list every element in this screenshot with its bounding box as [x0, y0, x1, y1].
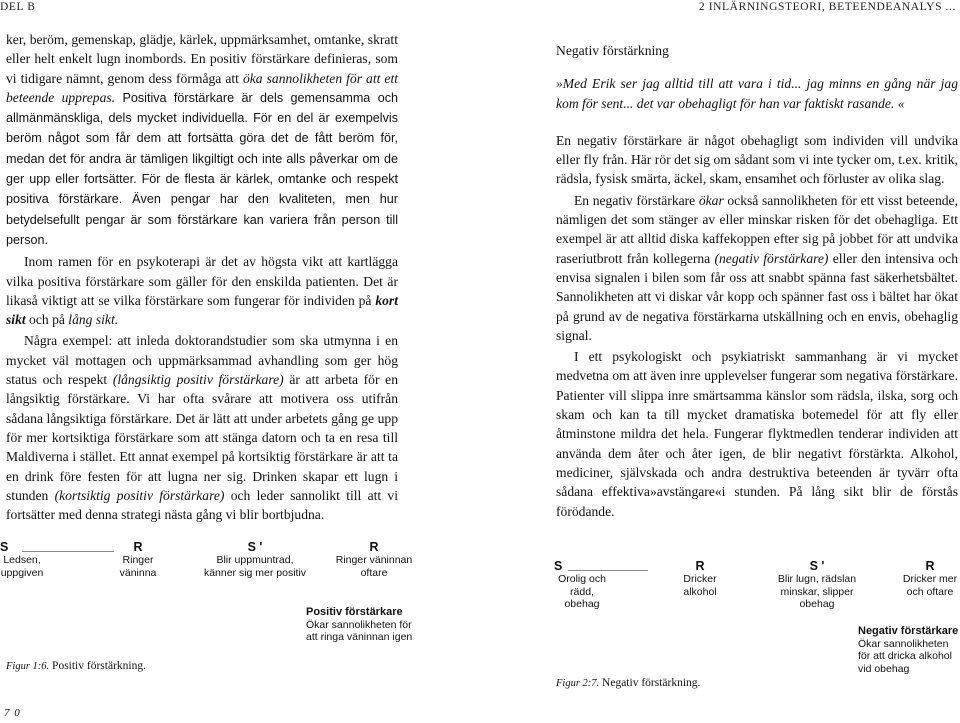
- node-label: Ringer väninnan oftare: [335, 554, 413, 579]
- running-header-right: 2 INLÄRNINGSTEORI, BETEENDEANALYS ...: [698, 1, 956, 13]
- node-response-repeat: [334, 540, 414, 579]
- section-heading: Negativ förstärkning: [556, 43, 669, 58]
- node-consequence: [200, 540, 310, 579]
- text-run: och på: [25, 312, 69, 328]
- right-column: [556, 41, 958, 523]
- text-run: och leder sannolikt till att vi fortsätter med denna strategi nästa gång vi blir bortbjudna.: [6, 487, 399, 523]
- emphasis-short-term: kort sikt: [6, 292, 398, 328]
- page-number: 7 0: [4, 707, 21, 719]
- node-letter: R: [369, 540, 379, 554]
- text-run: Inom ramen för en psykoterapi är det av högsta vikt att kartlägga vilka positiva förstärkare som gäller för den enskilda patienten. Det är likaså viktigt att se vilka förstärkare som fungerar för individen på: [6, 254, 398, 308]
- node-consequence: [762, 559, 872, 611]
- node-label: Dricker mer och oftare: [902, 573, 958, 598]
- consequence-box: [858, 625, 960, 675]
- caption-number: Figur 1:6.: [6, 661, 50, 672]
- node-letter: S ': [809, 559, 825, 573]
- text-run: också sannolikheten för ett visst beteende, nämligen det som stänger av eller minskar risken för det obehagliga. Ett exempel är att alltid diska kaffekoppen efter sig på jobbet för att undvika raseriutbrott från kollegerna: [556, 192, 958, 266]
- emphasis-text: (kortsiktig positiv förstärkare): [54, 487, 225, 503]
- node-letter: R: [695, 559, 705, 573]
- node-label: Blir lugn, rädslan minskar, slipper obehag: [777, 573, 857, 610]
- text-run: Några exempel: att inleda doktorandstudier som ska utmynna i en mycket väl mottagen och uppmärksammad avhandling som ger hög status och respekt: [6, 333, 398, 388]
- node-letter: R: [925, 559, 935, 573]
- emphasis-text: ökar: [698, 192, 724, 208]
- paragraph-negative-reinforcer: En negativ förstärkare är något obehagligt som individen vill undvika eller fly från. Här rör det sig om sådant som vi inte tycker om, t.ex. kritik, rädsla, fysisk smärta, äckel, skam, ensamhet och förluster av olika slag.: [556, 132, 958, 187]
- node-letter: S ': [247, 540, 263, 554]
- node-label: Orolig och rädd, obehag: [558, 573, 606, 610]
- consequence-title: Negativ förstärkare: [858, 625, 959, 637]
- node-label: Blir uppmuntrad, känner sig mer positiv: [203, 554, 307, 579]
- emphasis-text: öka sannolikheten för att ett beteende upprepas.: [6, 70, 398, 105]
- paragraph-inner-experiences: I ett psykologiskt och psykiatriskt sammanhang är vi mycket medvetna om att även inre upplevelser fungerar som negativa förstärkare. Patienter vill slippa inre smärtsamma känslor som rädsla, ilska, sorg och skam och kan ta till mycket dramatiska botemedel för att fly eller åtminstone mildra det hela. Fungerar flyktmedlen tenderar individen att använda dem åter och åter igen, de blir negativt förstärkta. Alkohol, mediciner, självskada och andra destruktiva beteenden är tyvärr ofta sådana effektiva»avstängare«i stunden. På lång sikt blir de förstås förödande.: [556, 349, 958, 519]
- figure-caption-right: [556, 677, 700, 689]
- quote: »Med Erik ser jag alltid till att vara i tid... jag minns en gång när jag kom för sent... det var obehagligt för han var faktiskt rasande. «: [556, 76, 958, 111]
- paragraph-positive-reinforcers: [6, 30, 398, 250]
- text-run: Positiva förstärkare är dels gemensamma och allmänmänskliga, dels mycket individuella. För en del är exempelvis beröm något som får dem att fortsätta göra det de fått beröm för, medan det för andra är tämligen likgiltigt och inte alls påverkar om de ger upp eller fortsätter. För de flesta är kärlek, omtanke och respekt positiva förstärkare. Även pengar har den kvaliteten, men hur betydelsefullt pengar är som förstärkare kan variera från person till person.: [6, 90, 398, 247]
- text-run: är att arbeta för en långsiktig förstärkare. Vi har ofta svårare att motivera oss utifrån sådana långsiktiga förstärkare. Det är lätt att under arbetets gång ge upp för mer kortsiktiga förstärkare som att stänga datorn och ta en resa till Maldiverna i stället. Ett annat exempel på kortsiktig förstärkare är att ta en drink före festen för att lugna ner sig. Drinken skapar ett lugn i stunden: [6, 372, 398, 503]
- node-stimulus: [0, 540, 44, 579]
- node-letter: S: [0, 540, 9, 554]
- running-header-left: DEL B: [0, 1, 36, 13]
- emphasis-text: (långsiktig positiv förstärkare): [112, 372, 284, 388]
- node-response-repeat: [900, 559, 960, 598]
- node-response: [668, 559, 732, 598]
- node-letter: R: [133, 540, 143, 554]
- caption-text: Positiv förstärkning.: [52, 660, 146, 672]
- node-label: Ringer väninna: [119, 554, 157, 579]
- node-letter: S: [554, 559, 563, 573]
- consequence-title: Positiv förstärkare: [306, 606, 403, 618]
- emphasis-text: (negativ förstärkare): [714, 250, 829, 266]
- left-column: [6, 30, 398, 526]
- consequence-text: Ökar sannolikheten för att ringa väninnan igen: [306, 618, 413, 643]
- text-run: ker, beröm, gemenskap, glädje, kärlek, uppmärksamhet, omtanke, skratt eller helt enkelt lugn inombords. En positiv förstärkare definieras, som vi tidigare nämnt, genom dess förmåga att: [6, 32, 398, 86]
- paragraph-negative-example: [556, 191, 958, 345]
- figure-negative-reinforcement: [548, 559, 960, 689]
- consequence-text: Ökar sannolikheten för att dricka alkohol vid obehag: [858, 637, 952, 675]
- text-run: En negativ förstärkare: [574, 192, 699, 208]
- figure-caption-left: [6, 660, 146, 672]
- consequence-box: [306, 606, 416, 644]
- caption-number: Figur 2:7.: [556, 678, 600, 689]
- paragraph-psychotherapy: [6, 252, 398, 329]
- figure-positive-reinforcement: [0, 540, 420, 680]
- node-label: Ledsen, uppgiven: [0, 554, 44, 579]
- emphasis-long-term: lång sikt.: [68, 312, 119, 328]
- node-stimulus: [554, 559, 610, 611]
- node-label: Dricker alkohol: [683, 573, 717, 598]
- paragraph-examples: [6, 331, 398, 524]
- text-run: eller den intensiva och envisa signalen i bilen som får oss att snabbt spänna fast säkerhetsbältet. Sannolikheten att vi diskar vår kopp och spänner fast oss i bältet har ökat på grund av de negativa förstärkarna utskällning och en envis, obehaglig signal.: [556, 250, 958, 343]
- node-response: [108, 540, 168, 579]
- caption-text: Negativ förstärkning.: [602, 677, 701, 689]
